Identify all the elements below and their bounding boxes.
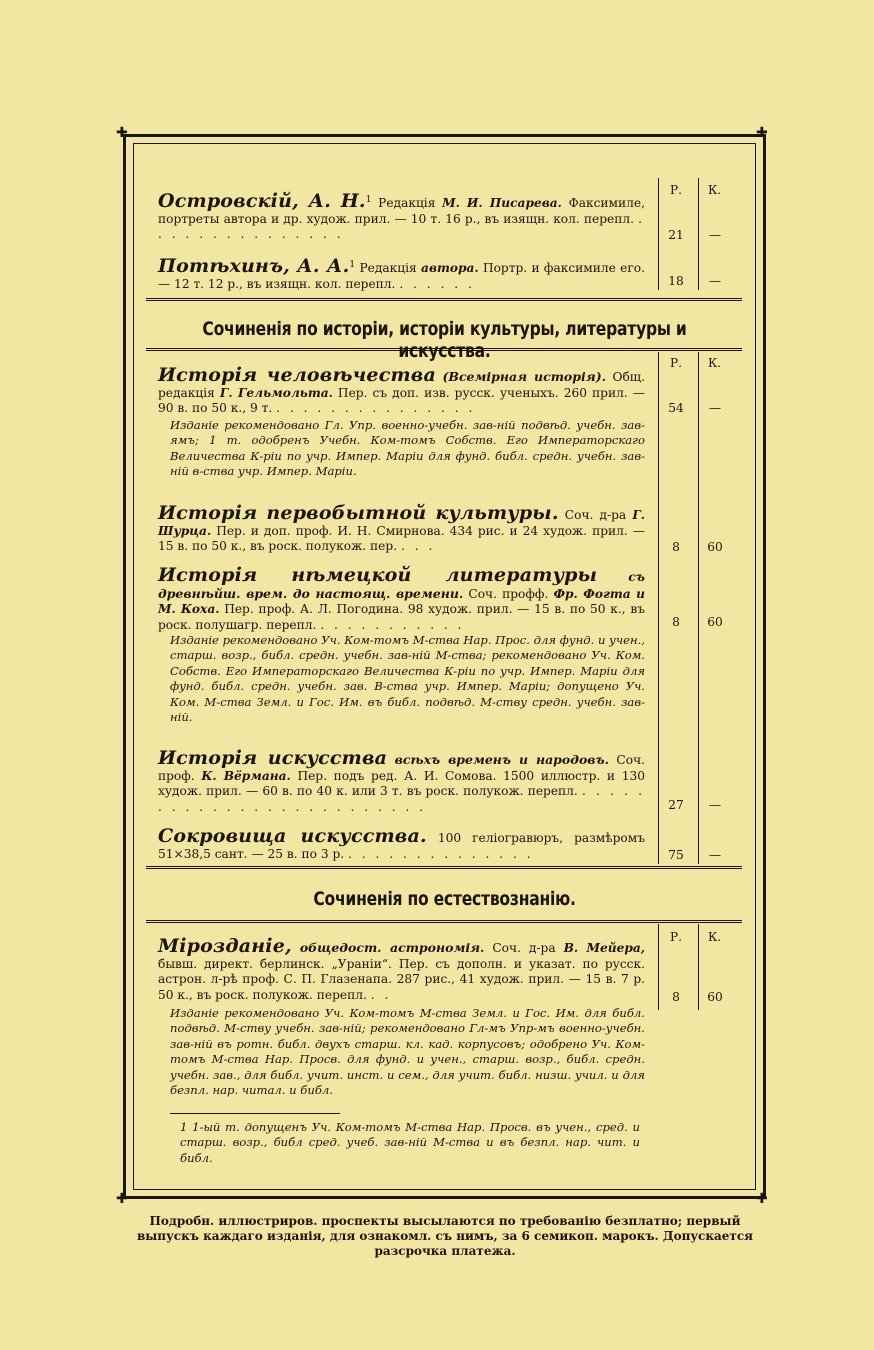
price-rub: 75: [668, 848, 684, 862]
recommendation-note: Изданіе рекомендовано Уч. Ком-томъ М-ства Нар. Прос. для фунд. и учен., старш. возр., библ. средн. учебн. зав-ній М-ства; рекомендовано Уч. Ком. Собств. Его Императорскаго Величества К-ріи по учр. Импер. Маріи для фунд. библ. средн. учебн. зав. В-ства учр. Импер. Маріи; допущено Уч. Ком. М-ства Земл. и Гос. Им. въ библ. подвѣд. М-ству средн. учебн. зав-ній.: [170, 633, 645, 725]
corner-ornament-tl: ✚: [116, 125, 128, 141]
corner-ornament-bl: ✚: [116, 1191, 128, 1207]
footnote: 1 1-ый т. допущенъ Уч. Ком-томъ М-ства Нар. Просв. въ учен., сред. и старш. возр., библ сред. учеб. зав-ній М-ства и въ безпл. нар. чит. и библ.: [180, 1120, 640, 1165]
kop-column-header: К.: [708, 930, 722, 944]
kop-column-header: К.: [708, 183, 722, 197]
section-rule: [146, 866, 742, 869]
price-rub: 54: [668, 401, 684, 415]
section-rule: [146, 348, 742, 351]
section-rule: [146, 298, 742, 301]
catalog-entry: Исторія нѣмецкой литературы съ древнѣйш. врем. до настоящ. времени. Соч. профф. Фр. Фогта и М. Коха. Пер. проф. А. Л. Погодина. 98 худож. прил. — 15 в. по 50 к., въ роск. полушагр. перепл. . . . . . . . . . . .: [158, 564, 645, 632]
catalog-entry: Мірозданіе, общедост. астрономія. Соч. д-ра В. Мейера, бывш. директ. берлинск. „Ураніи“. Пер. съ дополн. и указат. по русск. астрон. л-рѣ проф. С. П. Глазенапа. 287 рис., 41 худож. прил. — 15 в. 7 р. 50 к., въ роск. полукож. перепл. . .: [158, 935, 646, 1002]
price-rub: 8: [672, 540, 680, 554]
price-rub: 27: [668, 798, 684, 812]
price-rub: 18: [668, 274, 684, 288]
price-rub: 8: [672, 990, 680, 1004]
price-rub: 8: [672, 615, 680, 629]
catalog-entry: Потѣхинъ, А. А.$^1$ Редакція автора. Портр. и факсимиле его. — 12 т. 12 р., въ изящн. кол. перепл. . . . . . .: [158, 255, 645, 291]
kop-column-header: К.: [708, 356, 722, 370]
price-kop: 60: [707, 615, 723, 629]
catalog-entry: Исторія искусства всѣхъ временъ и народовъ. Соч. проф. К. Вёрмана. Пер. подъ ред. А. И. Сомова. 1500 иллюстр. и 130 худож. прил. — 60 в. по 40 к. или 3 т. въ роск. полукож. перепл. . . . . . . . . . . . . . . . . . . . . . . . . .: [158, 747, 646, 814]
recommendation-note: Изданіе рекомендовано Уч. Ком-томъ М-ства Земл. и Гос. Им. для библ. подвѣд. М-ству учебн. зав-ній; рекомендовано Гл-мъ Упр-мъ военно-учебн. зав-ній въ ротн. библ. двухъ старш. кл. кад. корпусовъ; одобрено Уч. Ком-томъ М-ства Нар. Просв. для фунд. и учен., старш. возр., библ. средн. учебн. зав., для библ. учит. инст. и сем., для учит. библ. низш. учил. и для безпл. нар. читал. и библ.: [170, 1006, 645, 1098]
rub-column-header: Р.: [670, 930, 682, 944]
price-kop: —: [708, 848, 722, 862]
price-kop: —: [708, 401, 722, 415]
rub-column-header: Р.: [670, 356, 682, 370]
recommendation-note: Изданіе рекомендовано Гл. Упр. военно-учебн. зав-ній подвѣд. учебн. зав-ямъ; 1 т. одобренъ Учебн. Ком-томъ Собств. Его Императорскаго Величества К-ріи по учр. Импер. Маріи для фунд. библ. средн. учебн. зав-ній в-ства учр. Импер. Маріи.: [170, 418, 645, 479]
price-rub: 21: [668, 228, 684, 242]
price-kop: —: [708, 798, 722, 812]
corner-ornament-tr: ✚: [756, 125, 768, 141]
price-column-divider: [658, 352, 659, 864]
section-rule: [146, 920, 742, 923]
bottom-note: Подробн. иллюстриров. проспекты высылаются по требованію безплатно; первый выпускъ каждаго изданія, для ознакомл. съ нимъ, за 6 семикоп. марокъ. Допускается разсрочка платежа.: [136, 1214, 754, 1258]
price-kop: 60: [707, 990, 723, 1004]
price-kop: —: [708, 274, 722, 288]
catalog-entry: Сокровища искусства. 100 геліогравюръ, размѣромъ 51×38,5 сант. — 25 в. по 3 р. . . . . . . . . . . . . . .: [158, 825, 645, 861]
catalog-entry: Островскій, А. Н.$^1$ Редакція М. И. Писарева. Факсимиле, портреты автора и др. худож. прил. — 10 т. 16 р., въ изящн. кол. перепл. . . . . . . . . . . . . . . .: [158, 190, 646, 242]
footnote-rule: [170, 1113, 340, 1114]
corner-ornament-br: ✚: [756, 1191, 768, 1207]
price-kop: 60: [707, 540, 723, 554]
catalog-entry: Исторія первобытной культуры. Соч. д-ра Г. Шурца. Пер. и доп. проф. И. Н. Смирнова. 434 рис. и 24 худож. прил. — 15 в. по 50 к., въ роск. полукож. пер. . . .: [158, 502, 645, 554]
section-heading-nature: Сочиненія по естествознанію.: [313, 888, 576, 910]
price-kop: —: [708, 228, 722, 242]
price-column-divider: [698, 352, 699, 864]
section-heading-history: Сочиненія по исторіи, исторіи культуры, литературы и искусства.: [202, 318, 687, 362]
catalog-entry: Исторія человѣчества (Всемірная исторія). Общ. редакція Г. Гельмольта. Пер. съ доп. изв. русск. ученыхъ. 260 прил. — 90 в. по 50 к., 9 т. . . . . . . . . . . . . . . .: [158, 364, 646, 416]
rub-column-header: Р.: [670, 183, 682, 197]
